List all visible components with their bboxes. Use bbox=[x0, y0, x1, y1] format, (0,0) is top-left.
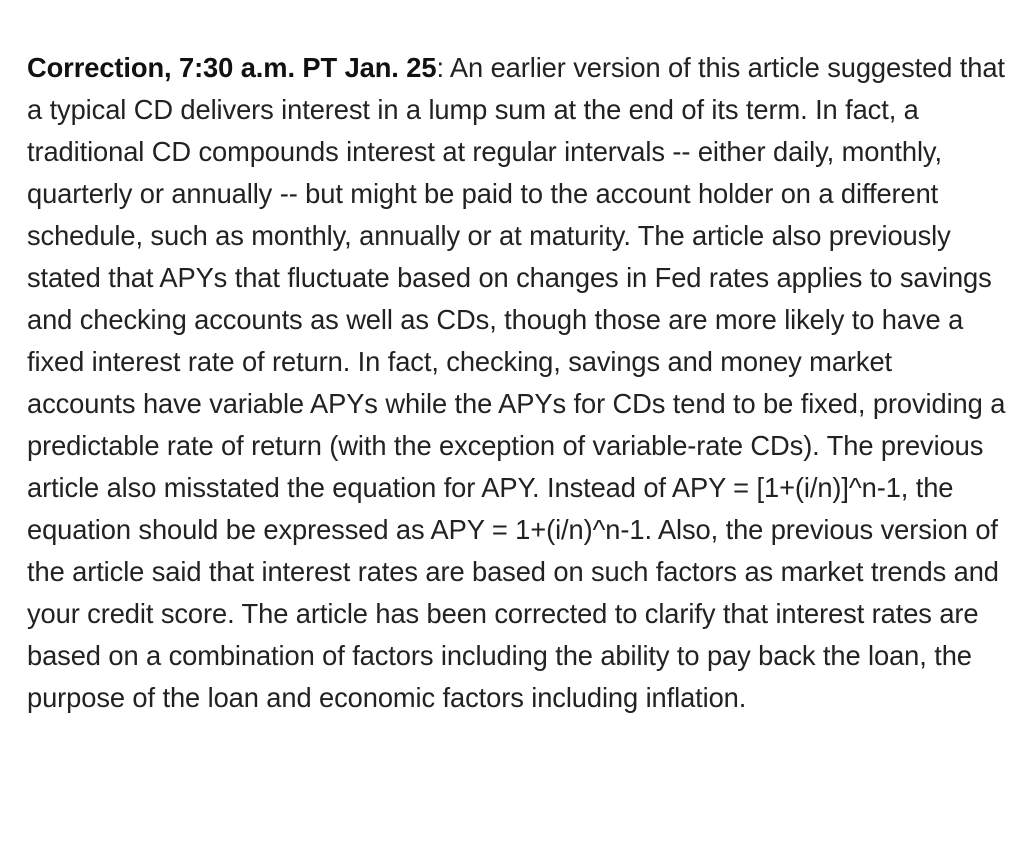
correction-body: : An earlier version of this article suggested that a typical CD delivers interest in a lump sum at the end of its term. In fact, a traditional CD compounds interest at regular intervals -- either daily, monthly, quarterly or annually -- but might be paid to the account holder on a different schedule, such as monthly, annually or at maturity. The article also previously stated that APYs that fluctuate based on changes in Fed rates applies to savings and checking accounts as well as CDs, though those are more likely to have a fixed interest rate of return. In fact, checking, savings and money market accounts have variable APYs while the APYs for CDs tend to be fixed, providing a predictable rate of return (with the exception of variable-rate CDs). The previous article also misstated the equation for APY. Instead of APY = [1+(i/n)]^n-1, the equation should be expressed as APY = 1+(i/n)^n-1. Also, the previous version of the article said that interest rates are based on such factors as market trends and your credit score. The article has been corrected to clarify that interest rates are based on a combination of factors including the ability to pay back the loan, the purpose of the loan and economic factors including inflation. bbox=[27, 52, 1006, 714]
correction-note bbox=[0, 27, 1033, 719]
correction-lead: Correction, 7:30 a.m. PT Jan. 25 bbox=[27, 52, 437, 84]
